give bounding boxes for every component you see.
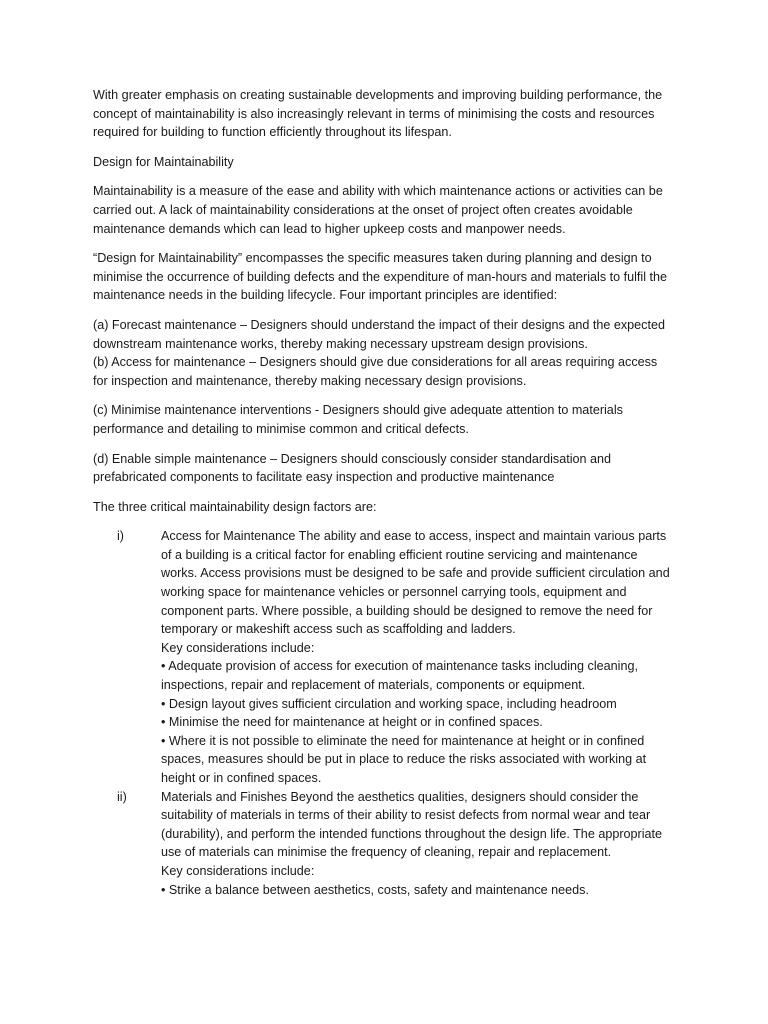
factor-body (161, 788, 673, 900)
list-marker: i) (117, 529, 124, 544)
bullet-item: • Design layout gives sufficient circulation and working space, including headroom (161, 696, 617, 711)
factor-item-materials (93, 788, 673, 900)
section-heading: Design for Maintainability (93, 154, 234, 169)
key-considerations-label: Key considerations include: (161, 640, 315, 655)
principle-b: (b) Access for maintenance – Designers should give due considerations for all areas requiring access for inspection and maintenance, thereby making necessary design provisions. (93, 355, 658, 388)
bullet-item: • Where it is not possible to eliminate the need for maintenance at height or in confined spaces, measures should be put in place to reduce the risks associated with working at height or in confined spaces. (161, 733, 647, 785)
definition-paragraph: Maintainability is a measure of the ease and ability with which maintenance actions or activities can be carried out. A lack of maintainability considerations at the onset of project often creates avoidable maintenance demands which can lead to higher upkeep costs and manpower needs. (93, 184, 663, 236)
list-marker: ii) (117, 789, 127, 804)
bullet-item: • Minimise the need for maintenance at height or in confined spaces. (161, 715, 543, 730)
dfm-paragraph: “Design for Maintainability” encompasses the specific measures taken during planning and design to minimise the occurrence of building defects and the expenditure of man-hours and materials to fulfil the maintenance needs in the building lifecycle. Four important principles are identified: (93, 251, 668, 303)
principle-d: (d) Enable simple maintenance – Designers should consciously consider standardisation and prefabricated components to facilitate easy inspection and productive maintenance (93, 451, 612, 485)
intro-paragraph: With greater emphasis on creating sustainable developments and improving building performance, the concept of maintainability is also increasingly relevant in terms of minimising the costs and resources required for building to function efficiently throughout its lifespan. (93, 88, 663, 140)
bullet-item: • Strike a balance between aesthetics, costs, safety and maintenance needs. (161, 882, 589, 897)
key-considerations-label: Key considerations include: (161, 863, 315, 878)
factor-body (161, 527, 673, 787)
document-body (93, 86, 673, 899)
factors-intro: The three critical maintainability design factors are: (93, 499, 377, 514)
factor-text: Access for Maintenance The ability and ease to access, inspect and maintain various parts of a building is a critical factor for enabling efficient routine servicing and maintenance works. Access provisions must be designed to be safe and provide sufficient circulation and working space for maintenance vehicles or personnel carrying tools, equipment and component parts. Where possible, a building should be designed to remove the need for temporary or makeshift access such as scaffolding and ladders. (161, 529, 670, 637)
principle-a: (a) Forecast maintenance – Designers should understand the impact of their designs and the expected downstream maintenance works, thereby making necessary upstream design provisions. (93, 317, 665, 351)
principle-c: (c) Minimise maintenance interventions - Designers should give adequate attention to materials performance and detailing to minimise common and critical defects. (93, 403, 623, 436)
bullet-item: • Adequate provision of access for execution of maintenance tasks including cleaning, inspections, repair and replacement of materials, components or equipment. (161, 659, 638, 693)
factor-text: Materials and Finishes Beyond the aesthetics qualities, designers should consider the suitability of materials in terms of their ability to resist defects from normal wear and tear (durability), and perform the intended functions throughout the design life. The appropriate use of materials can minimise the frequency of cleaning, repair and replacement. (161, 789, 663, 860)
factor-item-access (93, 527, 673, 787)
